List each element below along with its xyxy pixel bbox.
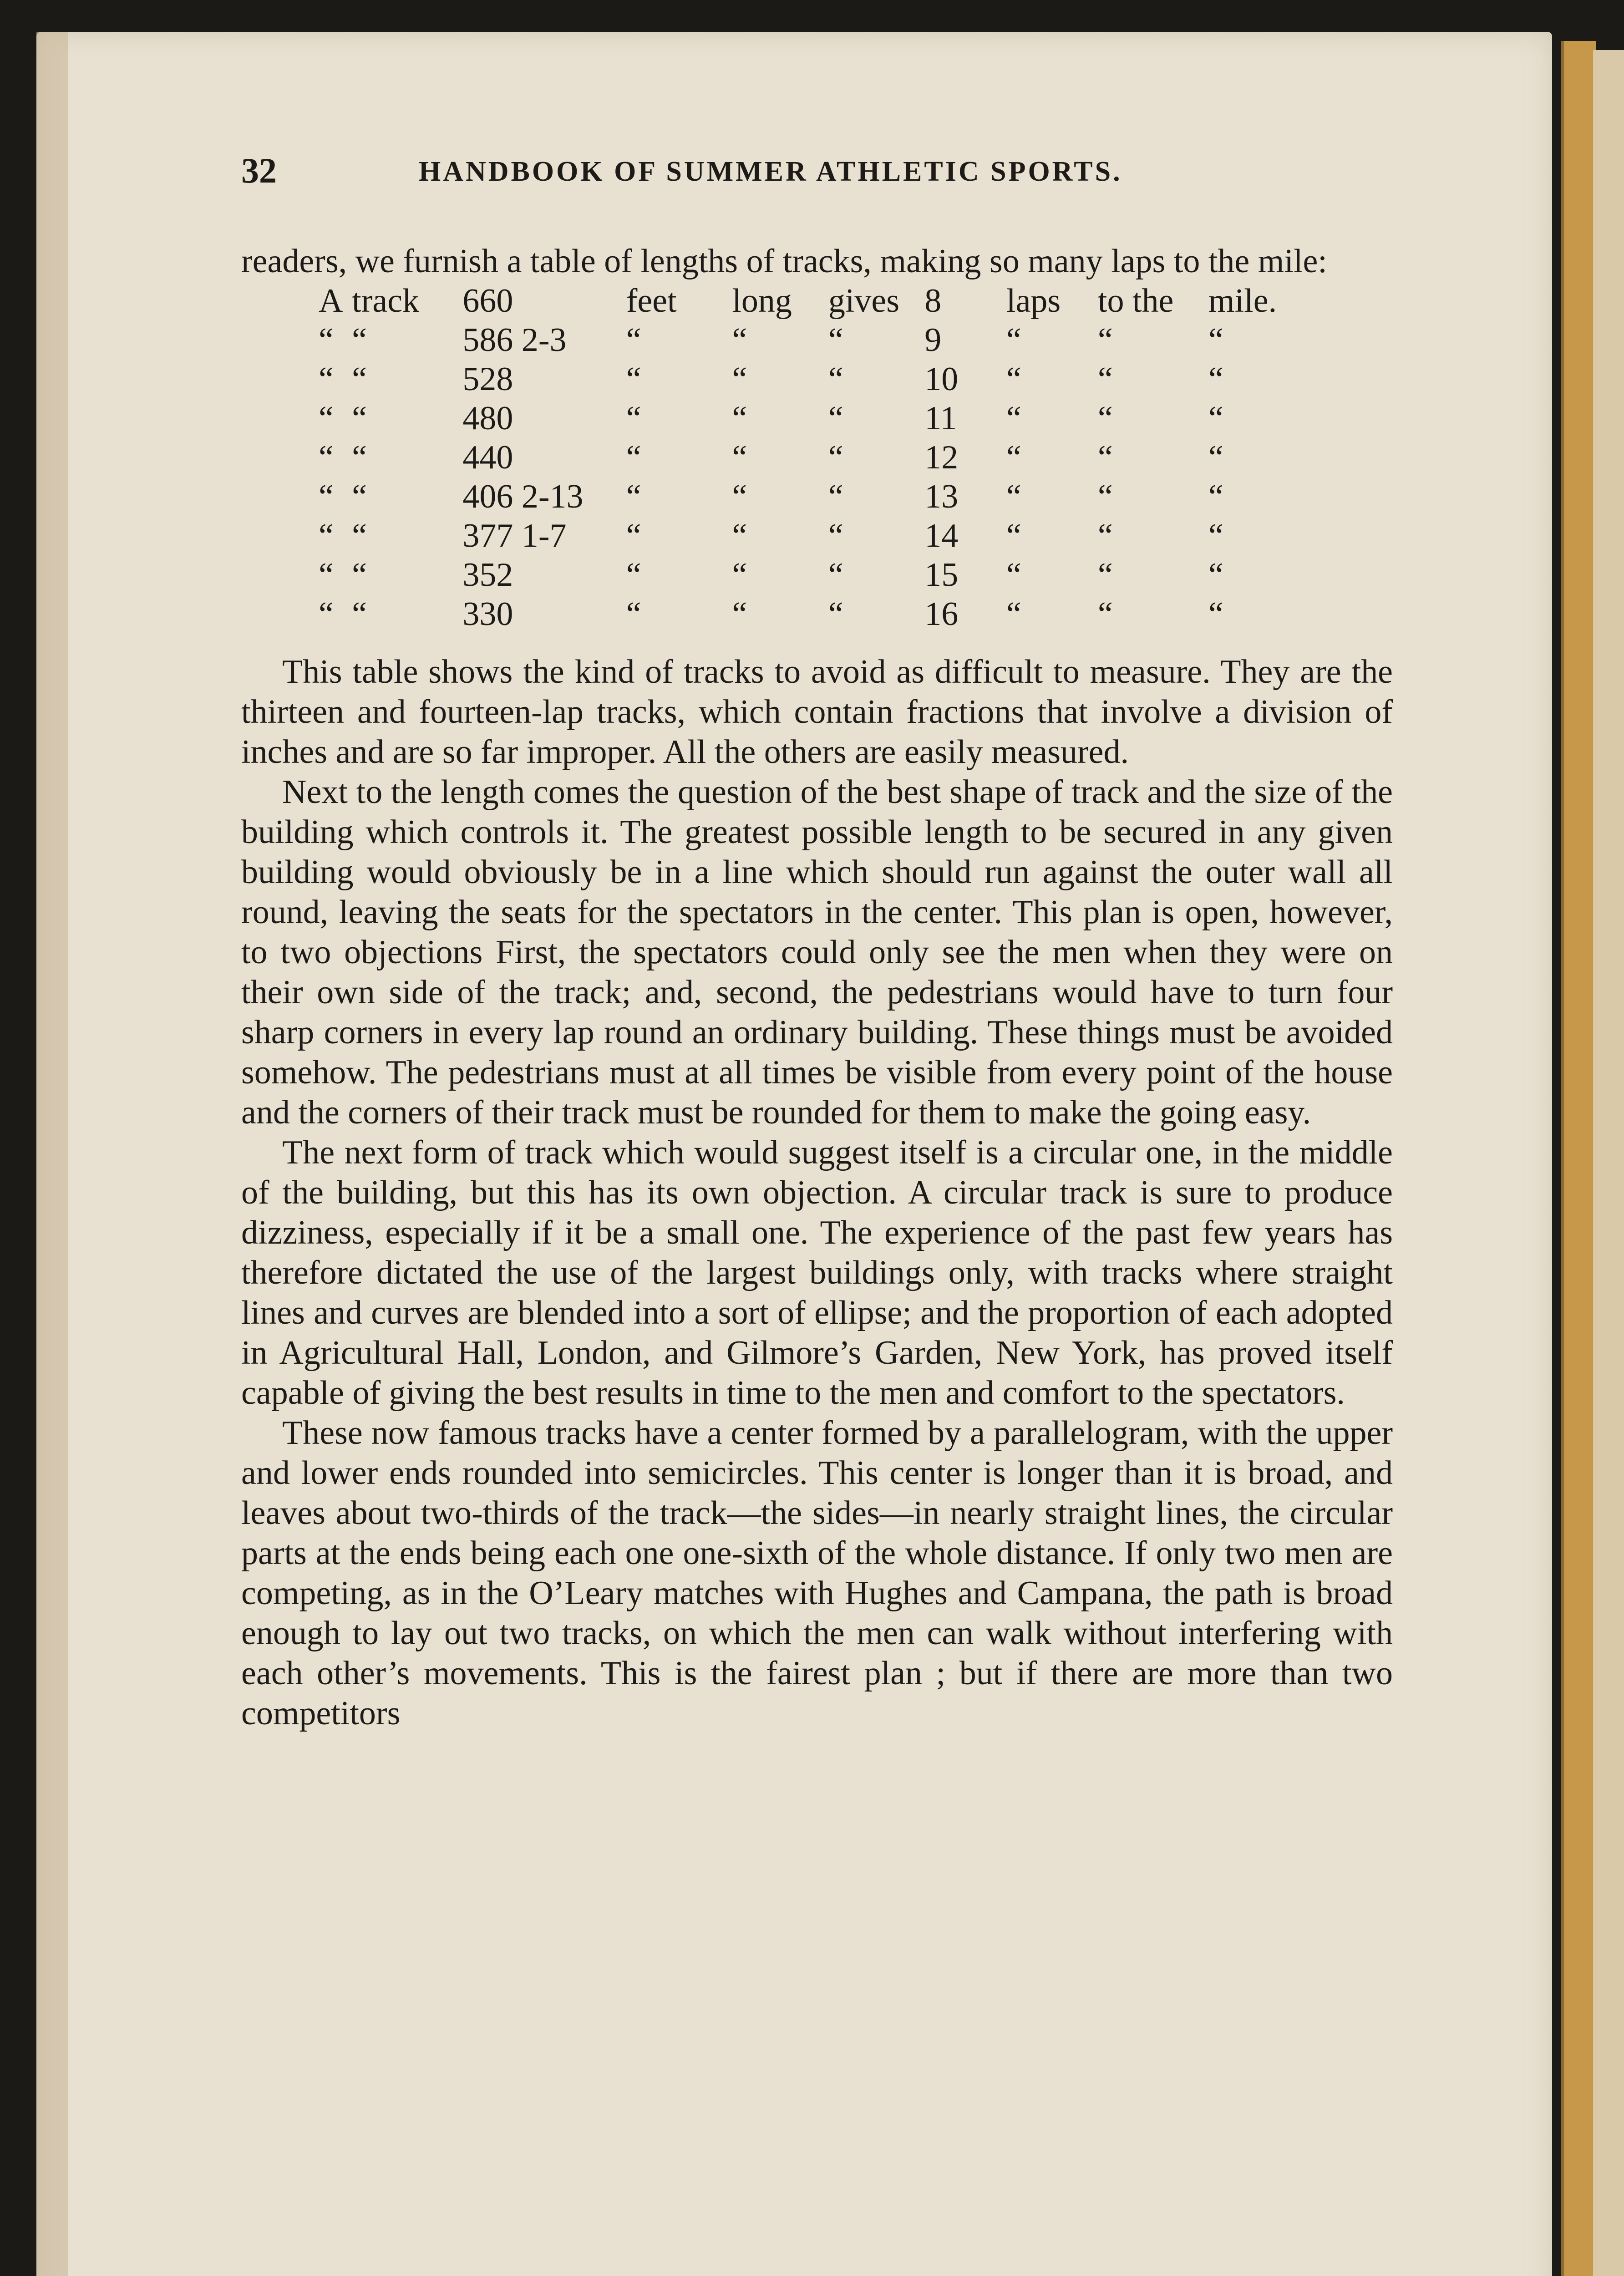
table-cell: “ [1006, 478, 1021, 515]
table-cell: “ [1208, 439, 1223, 476]
table-cell: “ [1097, 478, 1113, 515]
table-cell: 528 [462, 361, 513, 398]
table-cell: 11 [924, 400, 957, 437]
table-cell: “ [352, 517, 367, 554]
table-cell: “ [732, 478, 747, 515]
table-cell: “ [828, 321, 843, 359]
table-cell: “ [732, 321, 747, 359]
table-cell: mile. [1208, 282, 1277, 320]
table-row [241, 516, 1334, 555]
table-row [241, 281, 1334, 320]
table-cell: “ [1097, 400, 1113, 437]
table-cell: long [732, 282, 792, 320]
table-cell: “ [1208, 478, 1223, 515]
next-page-edge [1561, 41, 1596, 2276]
table-cell: “ [626, 478, 641, 515]
body-paragraph: This table shows the kind of tracks to avoid as difficult to measure. They are the thirteen and fourteen-lap tracks, which contain fractions that involve a division of inches and are so far improper. All the others are easily measured. [241, 653, 1393, 771]
table-cell: 330 [462, 595, 513, 633]
table-cell: “ [1208, 595, 1223, 633]
table-cell: “ [1097, 321, 1113, 359]
table-cell: “ [732, 361, 747, 398]
table-cell: “ [352, 556, 367, 594]
table-cell: “ [1006, 517, 1021, 554]
track-lengths-table [241, 281, 1334, 634]
table-cell: “ [319, 556, 334, 594]
table-cell: 660 [462, 282, 513, 320]
table-cell: “ [828, 595, 843, 633]
running-title: HANDBOOK OF SUMMER ATHLETIC SPORTS. [419, 156, 1122, 187]
table-cell: “ [828, 439, 843, 476]
table-cell: “ [732, 517, 747, 554]
table-cell: “ [828, 556, 843, 594]
table-cell: “ [626, 400, 641, 437]
table-cell: A [319, 282, 343, 320]
table-cell: “ [626, 439, 641, 476]
table-cell: “ [1006, 439, 1021, 476]
table-cell: “ [732, 595, 747, 633]
table-cell: “ [1208, 361, 1223, 398]
table-cell: “ [626, 517, 641, 554]
table-cell: 16 [924, 595, 959, 633]
table-cell: “ [1097, 361, 1113, 398]
table-row [241, 360, 1334, 399]
page-number: 32 [241, 151, 277, 190]
table-cell: “ [319, 439, 334, 476]
table-cell: feet [626, 282, 677, 320]
table-cell: 12 [924, 439, 959, 476]
table-cell: “ [319, 478, 334, 515]
table-cell: “ [626, 361, 641, 398]
table-cell: gives [828, 282, 900, 320]
table-cell: track [352, 282, 420, 320]
table-cell: “ [319, 321, 334, 359]
table-cell: “ [319, 595, 334, 633]
table-row [241, 594, 1334, 634]
table-cell: “ [732, 400, 747, 437]
table-cell: “ [732, 439, 747, 476]
table-cell: “ [352, 361, 367, 398]
page-body [241, 241, 1393, 1733]
table-cell: 8 [924, 282, 942, 320]
table-cell: “ [1208, 517, 1223, 554]
table-row [241, 438, 1334, 477]
table-cell: “ [352, 439, 367, 476]
table-cell: “ [1097, 517, 1113, 554]
table-cell: “ [626, 595, 641, 633]
table-cell: “ [352, 400, 367, 437]
table-cell: “ [828, 517, 843, 554]
table-cell: 586 2-3 [462, 321, 567, 359]
table-cell: laps [1006, 282, 1061, 320]
table-cell: “ [1208, 400, 1223, 437]
table-cell: 14 [924, 517, 959, 554]
table-cell: “ [352, 478, 367, 515]
table-cell: 440 [462, 439, 513, 476]
table-row [241, 399, 1334, 438]
table-cell: 10 [924, 361, 959, 398]
table-cell: “ [828, 400, 843, 437]
table-row [241, 555, 1334, 594]
table-cell: “ [626, 321, 641, 359]
table-cell: “ [1006, 361, 1021, 398]
table-cell: “ [1097, 439, 1113, 476]
table-cell: “ [352, 321, 367, 359]
table-cell: “ [828, 361, 843, 398]
table-cell: “ [319, 361, 334, 398]
table-cell: 13 [924, 478, 959, 515]
body-paragraph: Next to the length comes the question of the best shape of track and the size of the building which controls it. The greatest possible length to be secured in any given building would obviously be in a line which should run against the outer wall all round, leaving the seats for the spectators in the center. This plan is open, however, to two objections First, the spectators could only see the men when they were on their own side of the track; and, second, the pedestrians would have to turn four sharp corners in every lap round an ordinary building. These things must be avoided somehow. The pedestrians must at all times be visible from every point of the house and the corners of their track must be rounded for them to make the going easy. [241, 773, 1393, 1131]
page-gutter [36, 32, 68, 2276]
table-cell: 406 2-13 [462, 478, 584, 515]
track-lengths-table-body [241, 281, 1334, 634]
body-paragraph: These now famous tracks have a center formed by a parallelogram, with the upper and lower ends rounded into semicircles. This center is longer than it is broad, and leaves about two-thirds of the track—the sides—in nearly straight lines, the circular parts at the ends being each one one-sixth of the whole distance. If only two men are competing, as in the O’Leary matches with Hughes and Campana, the path is broad enough to lay out two tracks, on which the men can walk without interfering with each other’s movements. This is the fairest plan ; but if there are more than two competitors [241, 1414, 1393, 1732]
table-cell: to the [1097, 282, 1174, 320]
table-row [241, 320, 1334, 360]
table-cell: 15 [924, 556, 959, 594]
table-cell: “ [1006, 321, 1021, 359]
table-cell: “ [352, 595, 367, 633]
table-cell: “ [1006, 556, 1021, 594]
table-cell: 480 [462, 400, 513, 437]
book-edge [1593, 50, 1624, 2276]
table-cell: “ [1097, 556, 1113, 594]
table-cell: 352 [462, 556, 513, 594]
table-cell: “ [1208, 556, 1223, 594]
table-cell: 9 [924, 321, 942, 359]
table-cell: 377 1-7 [462, 517, 567, 554]
table-row [241, 477, 1334, 516]
table-cell: “ [319, 400, 334, 437]
table-cell: “ [1006, 595, 1021, 633]
table-cell: “ [1006, 400, 1021, 437]
intro-paragraph: readers, we furnish a table of lengths of tracks, making so many laps to the mile: [241, 243, 1327, 280]
table-cell: “ [828, 478, 843, 515]
body-paragraph: The next form of track which would suggest itself is a circular one, in the middle of the building, but this has its own objection. A circular track is sure to produce dizziness, especially if it be a small one. The experience of the past few years has therefore dictated the use of the largest buildings only, with tracks where straight lines and curves are blended into a sort of ellipse; and the proportion of each adopted in Agricultural Hall, London, and Gilmore’s Garden, New York, has proved itself capable of giving the best results in time to the men and comfort to the spectators. [241, 1134, 1393, 1412]
table-cell: “ [319, 517, 334, 554]
table-cell: “ [626, 556, 641, 594]
table-cell: “ [732, 556, 747, 594]
table-cell: “ [1208, 321, 1223, 359]
table-cell: “ [1097, 595, 1113, 633]
